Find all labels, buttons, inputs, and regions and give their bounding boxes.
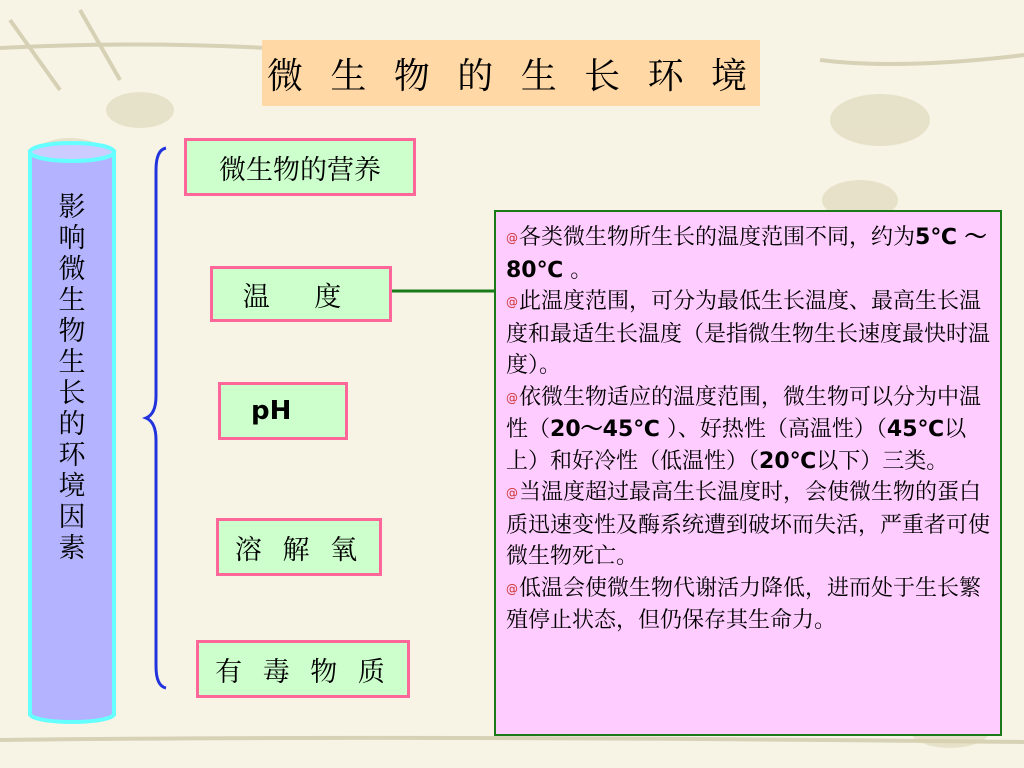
factor-ph: pH bbox=[218, 382, 348, 440]
paragraph-text: 。 bbox=[563, 257, 593, 283]
cylinder-char: 的 bbox=[58, 409, 86, 440]
info-paragraph bbox=[506, 477, 992, 573]
page-title: 微 生 物 的 生 长 环 境 bbox=[262, 40, 760, 106]
info-paragraph bbox=[506, 573, 992, 637]
cylinder-char: 物 bbox=[58, 316, 86, 347]
cylinder-label bbox=[26, 192, 118, 564]
paragraph-text: 依微生物适应的温度范围，微生物可以分为中温性（ bbox=[506, 384, 982, 442]
paragraph-text: 以下）三类。 bbox=[816, 448, 949, 474]
cylinder-char: 境 bbox=[58, 471, 86, 502]
cylinder-char: 生 bbox=[58, 347, 86, 378]
paragraph-text: 此温度范围，可分为最低生长温度、最高生长温度和最适生长温度（是指微生物生长速度最快时温度）。 bbox=[506, 289, 991, 378]
paragraph-text: 各类微生物所生长的温度范围不同，约为 bbox=[519, 225, 916, 250]
paragraph-text: 45℃ bbox=[886, 417, 945, 442]
cylinder-char: 素 bbox=[58, 533, 86, 564]
cylinder-char: 影 bbox=[58, 192, 86, 223]
bullet-icon: @ bbox=[506, 390, 518, 405]
cylinder-char: 因 bbox=[58, 502, 86, 533]
paragraph-text: 20℃ bbox=[759, 448, 817, 474]
bullet-icon: @ bbox=[506, 486, 518, 500]
paragraph-text: 20～45℃ bbox=[550, 417, 660, 442]
info-paragraph bbox=[506, 286, 992, 382]
cylinder-char: 生 bbox=[58, 285, 86, 316]
paragraph-text: 以上）和好冷性（低温性）（ bbox=[506, 417, 967, 474]
info-paragraph bbox=[506, 222, 992, 286]
factor-temperature: 温 度 bbox=[210, 266, 392, 322]
factor-nutrition: 微生物的营养 bbox=[184, 138, 416, 196]
paragraph-text: 低温会使微生物代谢活力降低，进而处于生长繁殖停止状态，但仍保存其生命力。 bbox=[506, 575, 982, 633]
cylinder-char: 环 bbox=[58, 440, 86, 471]
temperature-info-box bbox=[494, 210, 1002, 736]
cylinder-char: 长 bbox=[58, 378, 86, 409]
info-paragraph bbox=[506, 382, 992, 478]
cylinder-char: 微 bbox=[58, 254, 86, 285]
paragraph-text: 当温度超过最高生长温度时，会使微生物的蛋白质迅速变性及酶系统遭到破坏而失活，严重者可使微生物死亡。 bbox=[506, 480, 991, 569]
bullet-icon: @ bbox=[506, 295, 518, 309]
paragraph-text: 5℃ ～80℃ bbox=[506, 225, 987, 283]
left-brace bbox=[146, 148, 166, 688]
bullet-icon: @ bbox=[506, 231, 518, 245]
cylinder-char: 响 bbox=[58, 223, 86, 254]
bullet-icon: @ bbox=[506, 581, 518, 596]
paragraph-text: ）、好热性（高温性）（ bbox=[659, 417, 887, 442]
factor-dissolved-oxygen: 溶 解 氧 bbox=[216, 518, 382, 576]
factor-toxic-substances: 有 毒 物 质 bbox=[196, 640, 410, 698]
